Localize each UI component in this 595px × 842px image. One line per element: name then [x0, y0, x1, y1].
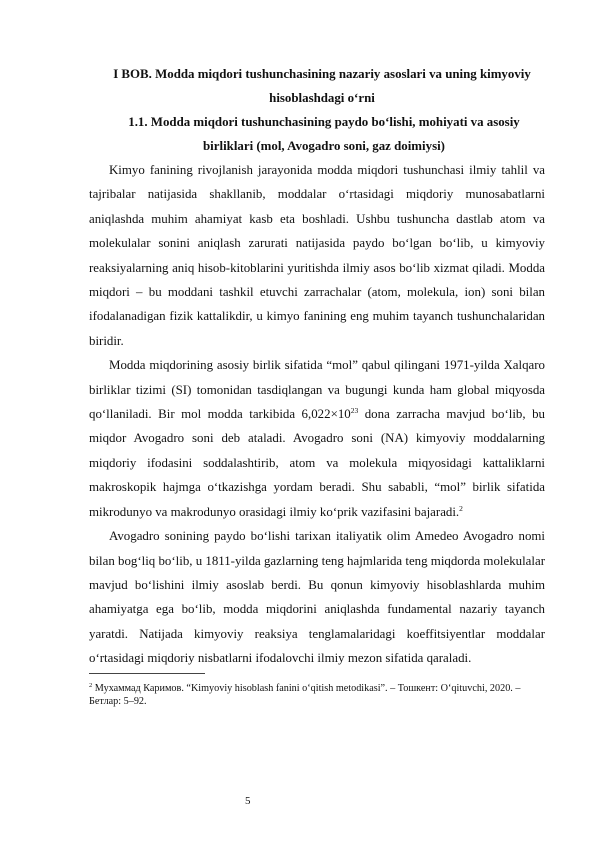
paragraph-2-text-a: Modda miqdorining asosiy birlik sifatida “mol” qabul qilingani 1971-yilda Xalqaro birliklar tizimi (SI) tomonidan tasdiqlangan va bugungi kunda ham global miqyosda qo‘llaniladi. Bir mol modda tarkibida 6,022×10 [89, 358, 545, 422]
footnote [89, 682, 545, 708]
footnote-text: Мухаммад Каримов. “Kimyoviy hisoblash fanini o‘qitish metodikasi”. – Тошкент: O‘qituvchi, 2020. – Бетлар: 5–92. [89, 682, 521, 707]
paragraph-2-text-b: dona zarracha mavjud bo‘lib, bu miqdor Avogadro soni deb ataladi. Avogadro soni (NA) kimyoviy moddalarning miqdoriy ifodasini soddalashtirib, atom va molekula miqyosidagi kattaliklarni makroskopik hajmga o‘tkazishga yordam beradi. Shu sababli, “mol” birlik sifatida mikrodunyo va makrodunyo orasidagi ilmiy ko‘prik vazifasini bajaradi. [89, 407, 545, 519]
section-title: 1.1. Modda miqdori tushunchasining paydo bo‘lishi, mohiyati va asosiy birliklari (mol, Avogadro soni, gaz doimiysi) [128, 115, 520, 153]
chapter-title: I BOB. Modda miqdori tushunchasining nazariy asoslari va uning kimyoviy hisoblashdagi o‘rni [113, 67, 531, 105]
avogadro-exponent: 23 [350, 406, 359, 416]
footnote-number: 2 [89, 681, 93, 689]
page-number: 5 [245, 795, 251, 807]
footnote-reference[interactable]: 2 [459, 503, 463, 513]
footnote-separator [89, 673, 205, 674]
paragraph-3: Avogadro sonining paydo bo‘lishi tarixan italiyatik olim Amedeo Avogadro nomi bilan bog‘liq bo‘lib, u 1811-yilda gazlarning teng hajmlarida teng miqdorda molekulalar mavjud bo‘lishini ilmiy asoslab berdi. Bu qonun kimyoviy hisoblashlarda muhim ahamiyatga ega bo‘lib, modda miqdorini aniqlashda fundamental nazariy tayanch yaratdi. Natijada kimyoviy reaksiya tenglamalaridagi koeffitsiyentlar moddalar o‘rtasidagi miqdoriy nisbatlarni ifodalovchi ilmiy mezon sifatida qaraladi. [89, 529, 545, 666]
paragraph-1: Kimyo fanining rivojlanish jarayonida modda miqdori tushunchasi ilmiy tahlil va tajribalar natijasida shakllanib, moddalar o‘rtasidagi miqdoriy munosabatlarni aniqlashda muhim ahamiyat kasb eta boshladi. Ushbu tushuncha dastlab atom va molekulalar sonini aniqlash zarurati natijasida paydo bo‘lgan bo‘lib, u kimyoviy reaksiyalarning aniq hisob-kitoblarini yuritishda ilmiy asos bo‘lib xizmat qiladi. Modda miqdori – bu moddani tashkil etuvchi zarrachalar (atom, molekula, ion) soni bilan ifodalanadigan fizik kattalikdir, u kimyo fanining eng muhim tayanch tushunchalaridan biridir. [89, 163, 545, 348]
paragraph-2 [89, 353, 545, 524]
document-page [89, 62, 545, 708]
